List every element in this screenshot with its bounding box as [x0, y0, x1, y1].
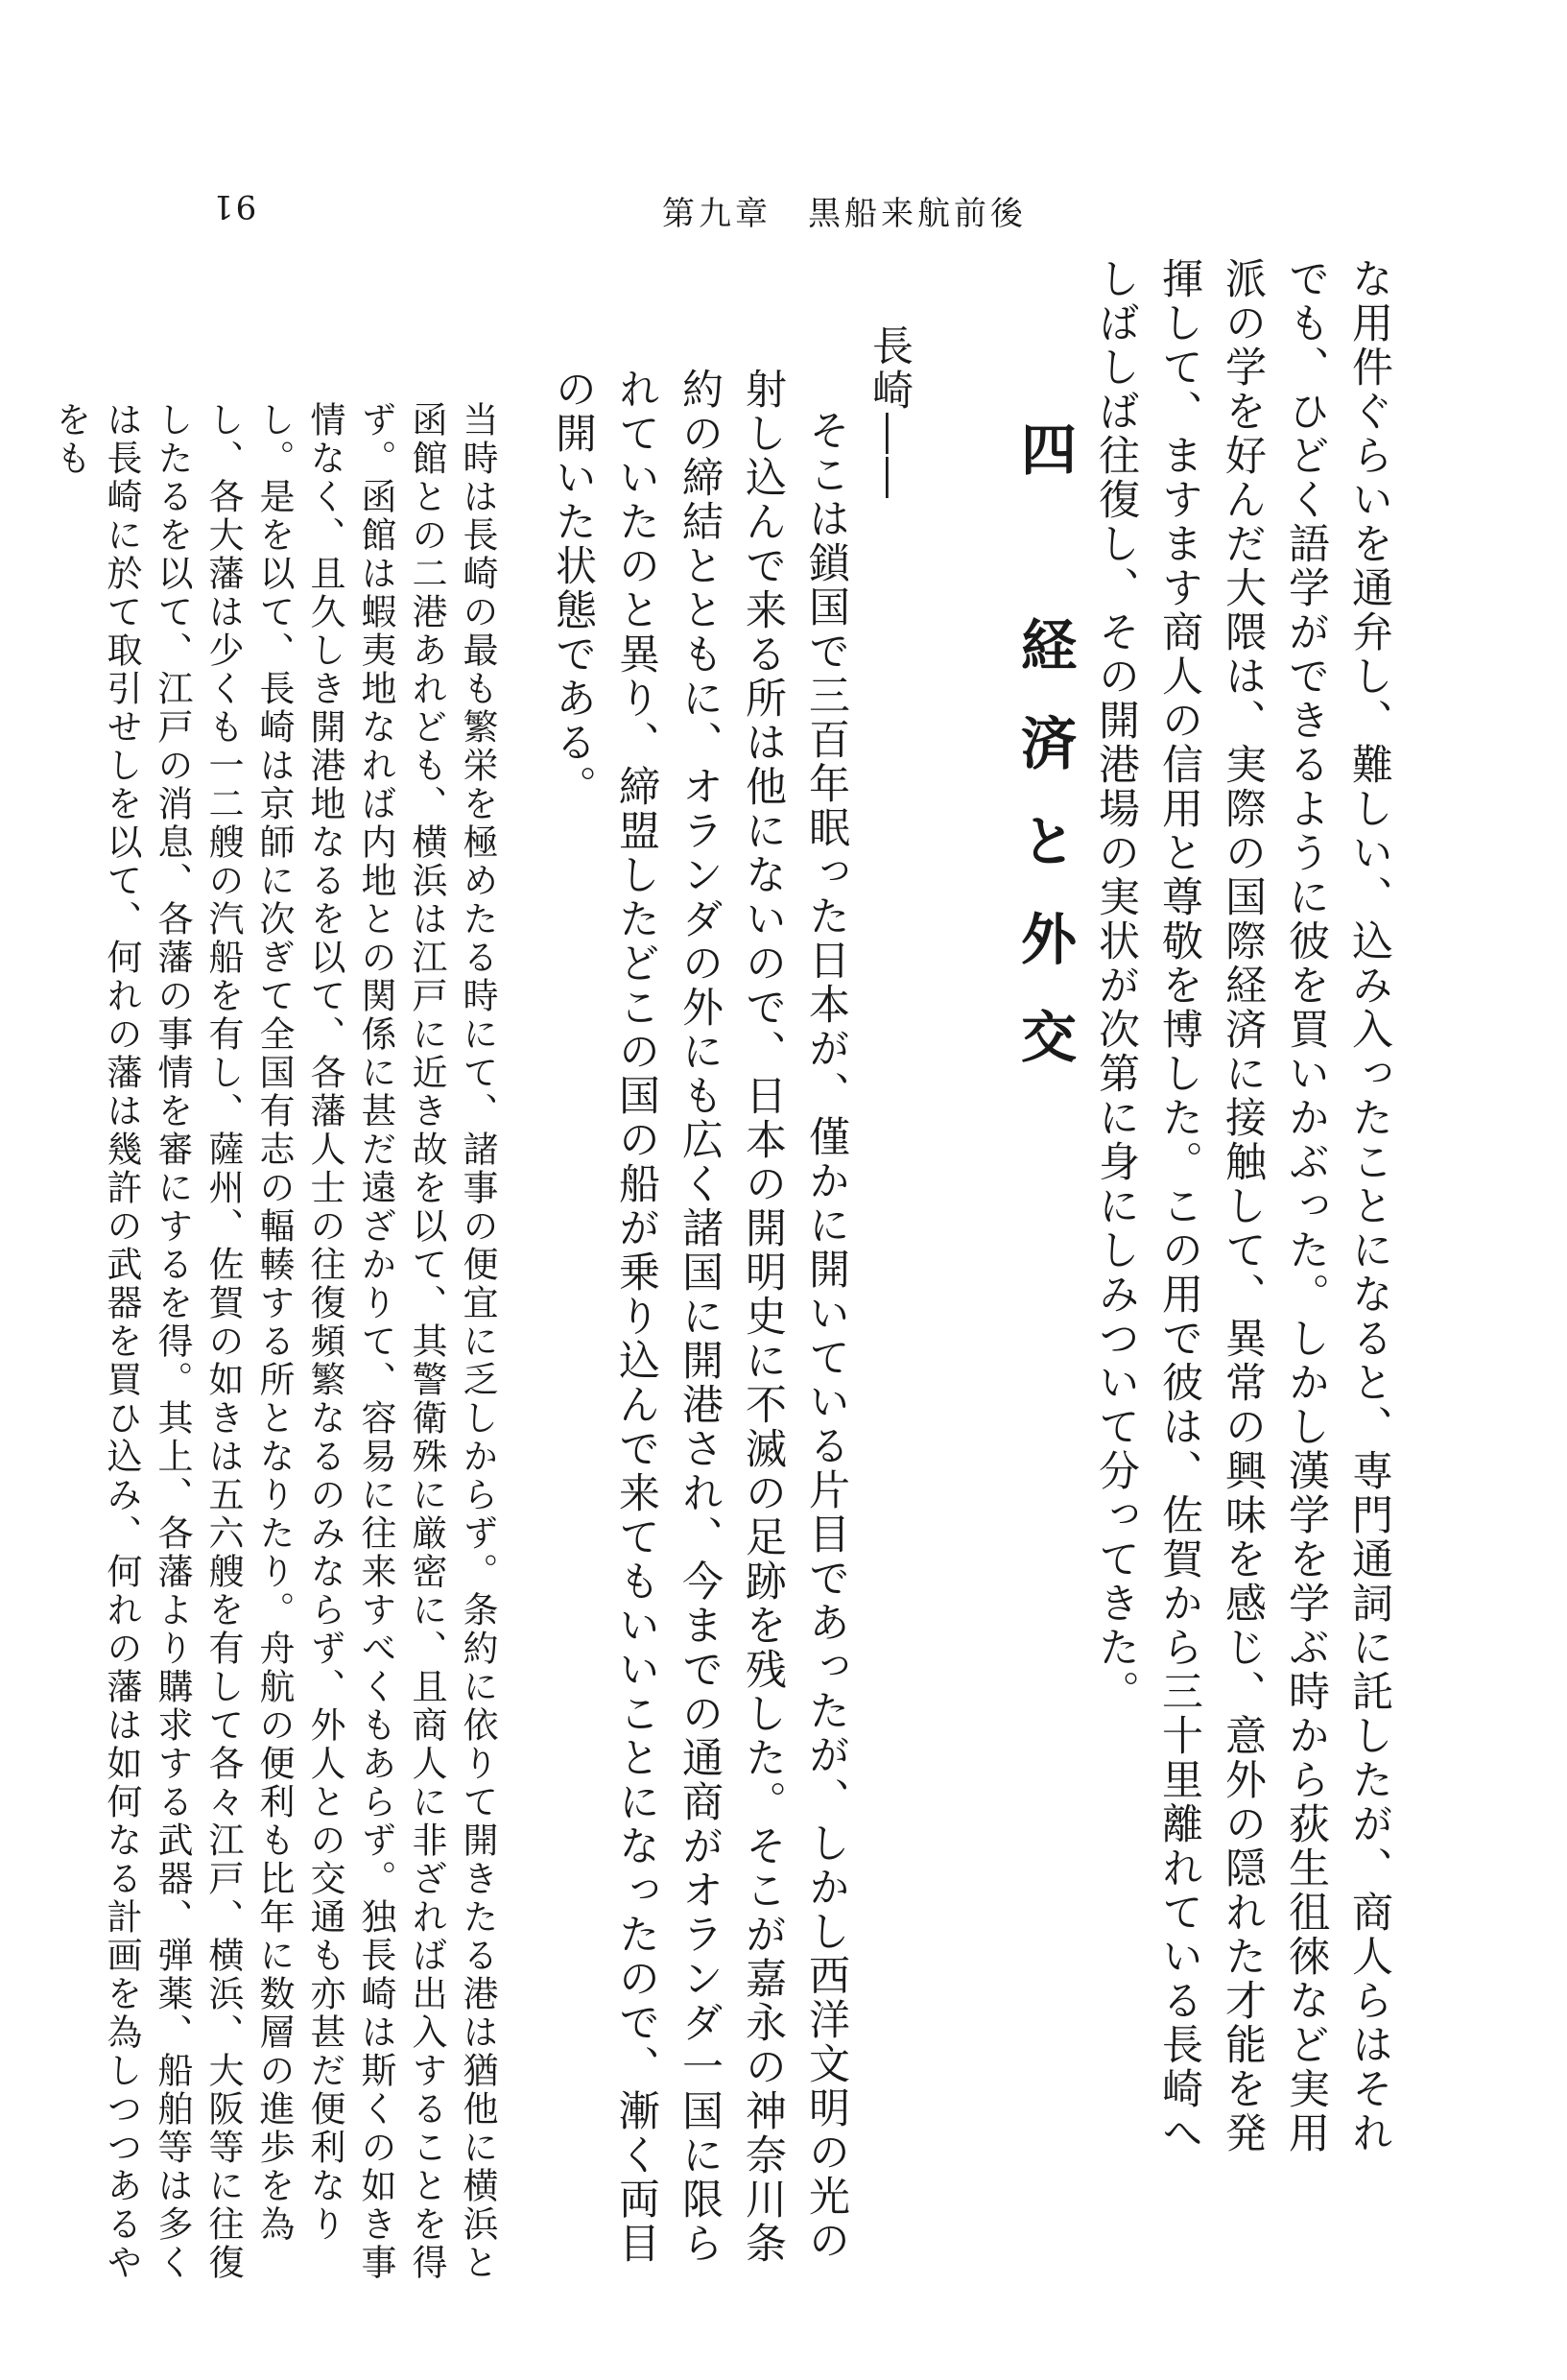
page-header — [192, 187, 1334, 245]
subheading: 長崎―― — [866, 324, 914, 501]
section-heading: 四 経済と外交 — [1011, 420, 1077, 1106]
page-body — [50, 257, 1401, 2282]
page-number: 91 — [211, 187, 257, 226]
running-head: 第九章 黒船来航前後 — [662, 195, 1027, 233]
paragraph-main: そこは鎖国で三百年眠った日本が、僅かに開いている片目であったが、しかし西洋文明の光の射し込んで来る所は他にないので、日本の開明史に不滅の足跡を残した。そこが嘉永の神奈川条約の締結とともに、オランダの外にも広く諸国に開港され、今までの通商がオランダ一国に限られていたのと異り、締盟したどこの国の船が乗り込んで来てもいいことになったので、漸く両目の開いた状態である。 — [549, 368, 850, 2266]
block-quote: 当時は長崎の最も繁栄を極めたる時にて、諸事の便宜に乏しからず。条約に依りて開きたる港は猶他に横浜と函館との二港あれども、横浜は江戸に近き故を以て、其警衛殊に厳密に、且商人に非ざれば出入することを得ず。函館は蝦夷地なれば内地との関係に甚だ遠ざかりて、容易に往来すべくもあらず。独長崎は斯くの如き事情なく、且久しき開港地なるを以て、各藩人士の往復頻繁なるのみならず、外人との交通も亦甚だ便利なりし。是を以て、長崎は京師に次ぎて全国有志の輻輳する所となりたり。舟航の便利も比年に数層の進歩を為し、各大藩は少くも一二艘の汽船を有し、薩州、佐賀の如きは五六艘を有して各々江戸、横浜、大阪等に往復したるを以て、江戸の消息、各藩の事情を審にするを得。其上、各藩より購求する武器、弾薬、船舶等は多くは長崎に於て取引せしを以て、何れの藩は幾許の武器を買ひ込み、何れの藩は如何なる計画を為しつつあるやをも — [50, 401, 498, 2282]
paragraph-continued: な用件ぐらいを通弁し、難しい、込み入ったことになると、専門通詞に託したが、商人らはそれでも、ひどく語学ができるように彼を買いかぶった。しかし漢学を学ぶ時から荻生徂徠など実用派の学を好んだ大隈は、実際の国際経済に接触して、異常の興味を感じ、意外の隠れた才能を発揮して、ますます商人の信用と尊敬を博した。この用で彼は、佐賀から三十里離れている長崎へしばしば往復し、その開港場の実状が次第に身にしみついて分ってきた。 — [1092, 257, 1393, 2155]
